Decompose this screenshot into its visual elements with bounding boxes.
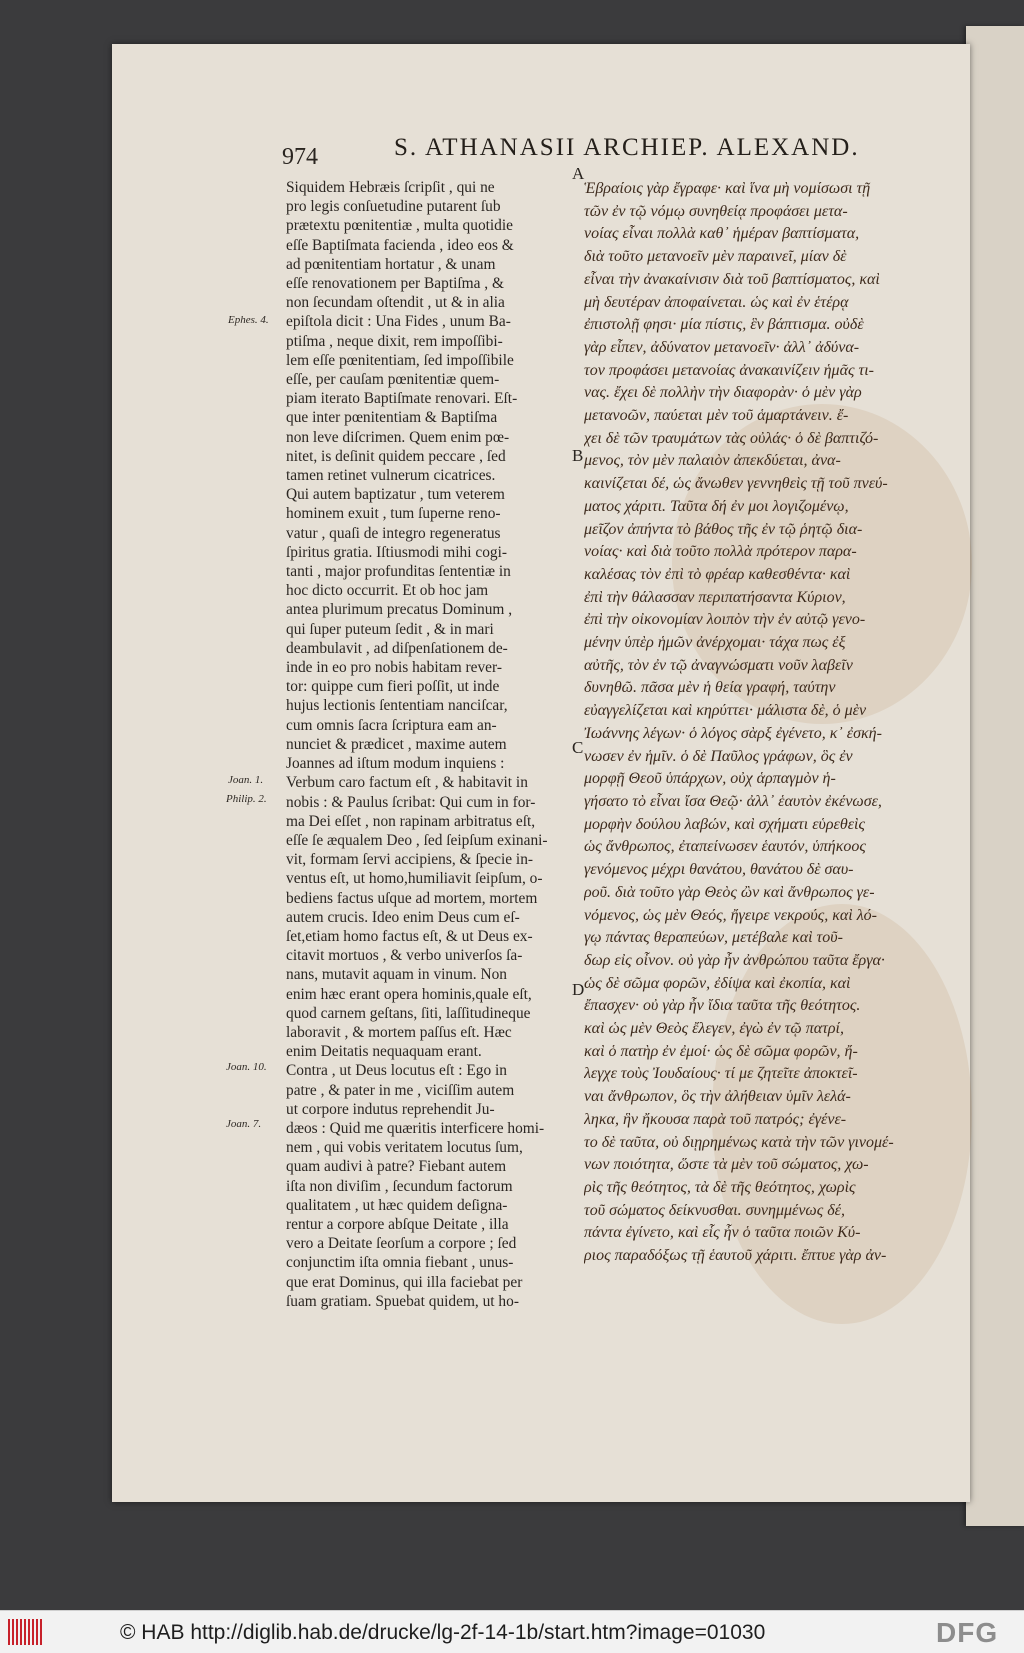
greek-text-line: ριος παραδόξως τῇ ἑαυτοῦ χάριτι. ἔπτυε γὰρ ἀν- [584, 1247, 887, 1265]
greek-text-line: αὐτῆς, τὸν ἐν τῷ ἀναγνώσματι νοῦν λαβεῖν [584, 656, 853, 674]
greek-text-line: Ἑβραίοις γὰρ ἔγραφε· καὶ ἵνα μὴ νομίσωσι τῇ [584, 180, 871, 197]
latin-text-line: hominem exuit , tum ſuperne reno- [286, 505, 501, 523]
latin-text-line: eſſe, per cauſam pœnitentiæ quem- [286, 371, 500, 389]
greek-text-line: μενος, τὸν μὲν παλαιὸν ἀπεκδύεται, ἀνα- [584, 452, 841, 470]
greek-text-line: τῶν ἐν τῷ νόμῳ συνηθείᾳ προφάσει μετα- [584, 202, 848, 220]
greek-text-line: ναι ἄνθρωπον, ὃς τὴν ἀλήθειαν ὑμῖν λελά- [584, 1088, 851, 1106]
greek-text-line: εὐαγγελίζεται καὶ κηρύττει· μάλιστα δὲ, ὁ μὲν [584, 702, 867, 720]
footer-bar [0, 1610, 1024, 1653]
page-number: 974 [282, 144, 318, 170]
greek-text-line: πάντα ἐγίνετο, καὶ εἷς ἦν ὁ ταῦτα ποιῶν Κύ- [584, 1224, 861, 1242]
greek-text-line: ἐπὶ τὴν θάλασσαν περιπατήσαντα Κύριον, [584, 588, 846, 606]
greek-text-line: καὶ ὁ πατὴρ ἐν ἐμοί· ὡς δὲ σῶμα φορῶν, ἤ- [584, 1042, 858, 1060]
greek-text-line: δωρ εἰς οἶνον. οὐ γὰρ ἦν ἀνθρώπου ταῦτα ἔργα· [584, 951, 885, 969]
section-letter-b: B [572, 446, 584, 465]
latin-text-line: enim Deitatis nequaquam erant. [286, 1043, 482, 1061]
latin-text-line: nem , qui vobis veritatem locutus ſum, [286, 1139, 523, 1157]
section-letter-c: C [572, 738, 584, 757]
section-letter-d: D [572, 980, 585, 999]
next-page-edge [966, 26, 1024, 1526]
greek-text-line: μορφῇ Θεοῦ ὑπάρχων, οὐχ ἁρπαγμὸν ἡ- [584, 770, 836, 788]
latin-text-line: que inter pœnitentiam & Baptiſma [286, 409, 498, 427]
greek-text-line: ματος χάριτι. Ταῦτα δή ἐν μοι λογιζομένῳ, [584, 497, 849, 515]
running-title: S. ATHANASII ARCHIEP. ALEXAND. [394, 134, 860, 161]
page-header [282, 134, 882, 168]
latin-text-line: Qui autem baptizatur , tum veterem [286, 486, 505, 504]
latin-text-line: non leve diſcrimen. Quem enim pœ- [286, 428, 510, 446]
latin-text-line: vit, formam ſervi accipiens, & ſpecie in- [286, 851, 534, 869]
greek-text-line: ὡς ἄνθρωπος, ἐταπείνωσεν ἑαυτόν, ὑπήκοος [584, 838, 866, 856]
greek-text-line: ἔπασχεν· οὐ γὰρ ἦν ἴδια ταῦτα τῆς θεότητος. [584, 997, 861, 1015]
greek-text-line: ὡς δὲ σῶμα φορῶν, ἐδίψα καὶ ἐκοπία, καὶ [584, 974, 851, 992]
latin-text-line: hoc dicto occurrit. Et ob hoc jam [286, 582, 489, 600]
greek-text-line: γήσατο τὸ εἶναι ἴσα Θεῷ· ἀλλ᾽ ἑαυτὸν ἐκένωσε, [584, 792, 882, 810]
greek-text-line: γὰρ εἶπεν, ἀδύνατον μετανοεῖν· ἀλλ᾽ ἀδύνα- [584, 338, 860, 356]
greek-text-line: λεγχε τοὺς Ἰουδαίους· τί με ζητεῖτε ἀποκτεῖ- [584, 1065, 858, 1083]
credit-link[interactable]: © HAB http://diglib.hab.de/drucke/lg-2f-14-1b/start.htm?image=01030 [120, 1621, 766, 1644]
latin-text-line: prætextu pœnitentiæ , multa quotidie [286, 217, 513, 235]
latin-text-line: ventus eſt, ut homo,humiliavit ſeipſum, o- [286, 870, 543, 888]
greek-text-line: διὰ τοῦτο μετανοεῖν μὲν παραινεῖ, μίαν δὲ [584, 248, 847, 266]
greek-text-line: νων ποιότητα, ὥστε τὰ μὲν τοῦ σώματος, χω- [584, 1156, 869, 1174]
latin-text-line: iſta non diviſim , ſecundum factorum [286, 1177, 513, 1195]
latin-text-line: vatur , quaſi de integro regeneratus [286, 524, 501, 542]
greek-text-line: μεῖζον ἀπήντα τὸ βάθος τῆς ἐν τῷ ῥητῷ δια- [584, 520, 863, 538]
greek-text-line: χει δὲ τῶν τραυμάτων τὰς οὐλάς· ὁ δὲ βαπτιζό- [584, 429, 879, 447]
latin-text-line: hujus lectionis ſententiam nanciſcar, [286, 697, 508, 715]
margin-note: Joan. 1. [228, 774, 264, 786]
greek-text-line: τοῦ σώματος δείκνυσθαι. συνημμένως δέ, [584, 1201, 845, 1219]
latin-text-line: qui ſuper puteum ſedit , & in mari [286, 620, 494, 638]
margin-note: Ephes. 4. [228, 314, 269, 326]
greek-text-line: το δὲ ταῦτα, οὐ διῃρημένως κατὰ τὴν τῶν γινομέ- [584, 1133, 894, 1151]
latin-text-line: eſſe renovationem per Baptiſma , & [286, 275, 504, 293]
greek-text-line: τον προφάσει μετανοίας ἀνακαινίζειν ἡμᾶς τι- [584, 361, 874, 379]
latin-text-line: conjunctim iſta omnia fiebant , unus- [286, 1254, 514, 1272]
greek-text-line: εἶναι τὴν ἀνακαίνισιν διὰ τοῦ βαπτίσματος, καὶ [584, 270, 880, 288]
greek-text-line: μετανοῶν, παύεται μὲν τοῦ ἁμαρτάνειν. ἔ- [584, 407, 849, 425]
latin-text-line: Verbum caro factum eſt , & habitavit in [286, 774, 528, 792]
greek-text-line: νοίας· καὶ διὰ τοῦτο πολλὰ πρότερον παρα- [584, 543, 857, 561]
latin-text-line: laboravit , & mortem paſſus eſt. Hæc [286, 1023, 512, 1041]
greek-text-line: δυνηθῶ. πᾶσα μὲν ἡ θεία γραφή, ταύτην [584, 679, 836, 697]
latin-text-line: ptiſma , neque dixit, rem impoſſibi- [286, 332, 503, 350]
margin-note: Philip. 2. [226, 793, 267, 805]
latin-text-line: nitet, is deſinit quidem peccare , ſed [286, 447, 506, 465]
latin-text-line: nans, mutavit aquam in vinum. Non [286, 966, 507, 984]
greek-text-line: καινίζεται δέ, ὡς ἄνωθεν γεννηθεὶς τῇ τοῦ πνεύ- [584, 475, 888, 493]
latin-text-line: antea plurimum precatus Dominum , [286, 601, 513, 619]
greek-text-line: ρὶς τῆς θεότητος, τὰ δὲ τῆς θεότητος, χωρὶς [584, 1178, 856, 1196]
greek-text-column [584, 178, 940, 1268]
dfg-logo: DFG [936, 1617, 999, 1648]
latin-text-line: Siquidem Hebræis ſcripſit , qui ne [286, 179, 495, 196]
latin-text-line: cum omnis ſacra ſcriptura eam an- [286, 716, 497, 734]
latin-text-line: ad pœnitentiam hortatur , & unam [286, 255, 496, 273]
latin-text-line: autem crucis. Ideo enim Deus cum eſ- [286, 908, 520, 926]
latin-text-line: qualitatem , ut hæc quidem deſigna- [286, 1196, 508, 1214]
latin-text-line: quam audivi à patre? Fiebant autem [286, 1158, 507, 1176]
greek-text-line: νοίας εἶναι πολλὰ καθ᾽ ἡμέραν βαπτίσματα, [584, 225, 860, 243]
greek-text-line: μορφὴν δούλου λαβών, καὶ σχήματι εὑρεθεὶς [584, 815, 865, 833]
latin-text-line: vero a Deitate ſeorſum a corpore ; ſed [286, 1235, 517, 1253]
latin-text-line: pro legis conſuetudine putarent ſub [286, 198, 501, 216]
latin-text-line: ſpiritus gratia. Iſtiusmodi mihi cogi- [286, 543, 507, 561]
greek-text-line: νας. ἔχει δὲ πολλὴν τὴν διαφορὰν· ὁ μὲν γὰρ [584, 384, 862, 402]
greek-text-line: μένην ὑπὲρ ἡμῶν ἀνέρχομαι· τάχα πως ἐξ [584, 634, 846, 652]
latin-text-line: eſſe ſe æqualem Deo , ſed ſeipſum exinani- [286, 831, 548, 849]
greek-text-line: γενόμενος μέχρι θανάτου, θανάτου δὲ σαυ- [584, 861, 854, 879]
greek-text-line: ἐπιστολῇ φησι· μία πίστις, ἓν βάπτισμα. οὐδὲ [584, 316, 864, 334]
latin-text-line: inde in eo pro nobis habitam rever- [286, 659, 502, 677]
latin-text-line: tamen retinet vulnerum cicatrices. [286, 467, 496, 485]
latin-text-line: nunciet & prædicet , maxime autem [286, 735, 507, 753]
latin-text-line: bediens factus uſque ad mortem, mortem [286, 889, 538, 907]
greek-text-line: ροῦ. διὰ τοῦτο γὰρ Θεὸς ὢν καὶ ἄνθρωπος γε- [584, 883, 875, 901]
hab-barcode-icon [8, 1619, 44, 1645]
margin-note: Joan. 10. [226, 1061, 267, 1073]
greek-text-line: καλέσας τὸν ἐπὶ τὸ φρέαρ καθεσθέντα· καὶ [584, 565, 851, 583]
latin-text-line: citavit mortuos , & verbo univerſos ſa- [286, 947, 523, 965]
latin-text-line: piam iterato Baptiſmate renovari. Eſt- [286, 390, 518, 408]
latin-text-line: ſuam gratiam. Spuebat quidem, ut ho- [286, 1292, 519, 1310]
latin-text-line: que erat Dominus, qui illa faciebat per [286, 1273, 523, 1291]
latin-text-line: Joannes ad iſtum modum inquiens : [286, 755, 505, 773]
greek-text-line: γῳ πάντας θεραπεύων, μετέβαλε καὶ τοῦ- [584, 929, 843, 947]
greek-text-line: Ἰωάννης λέγων· ὁ λόγος σὰρξ ἐγένετο, κ᾽ ἐσκή- [584, 724, 882, 742]
greek-text-line: νωσεν ἐν ἡμῖν. ὁ δὲ Παῦλος γράφων, ὃς ἐν [584, 747, 853, 765]
latin-text-line: dæos : Quid me quæritis interficere homi- [286, 1119, 545, 1137]
latin-text-line: quod carnem geſtans, ſiti, laſſitudineque [286, 1004, 531, 1022]
greek-text-line: ἐπὶ τὴν οἰκονομίαν λοιπὸν τὴν ἐν αὐτῷ γενο- [584, 611, 866, 629]
latin-text-line: nobis : & Paulus ſcribat: Qui cum in for- [286, 793, 536, 811]
latin-text-line: rentur a corpore abſque Deitate , illa [286, 1215, 509, 1233]
greek-text-line: καὶ ὡς μὲν Θεὸς ἔλεγεν, ἐγὼ ἐν τῷ πατρί, [584, 1020, 844, 1038]
latin-text-line: patre , & pater in me , viciſſim autem [286, 1081, 515, 1099]
latin-text-column [286, 178, 570, 1311]
latin-text-line: enim hæc erant opera hominis,quale eſt, [286, 985, 532, 1003]
greek-text-line: ληκα, ἣν ἤκουσα παρὰ τοῦ πατρός; ἐγένε- [584, 1110, 847, 1128]
latin-text-line: deambulavit , ad diſpenſationem de- [286, 639, 508, 657]
latin-text-line: ma Dei eſſet , non rapinam arbitratus eſt, [286, 812, 536, 830]
greek-text-line: νόμενος, ὡς μὲν Θεός, ἤγειρε νεκρούς, καὶ λό- [584, 906, 877, 924]
latin-text-line: eſſe Baptiſmata facienda , ideo eos & [286, 236, 514, 254]
latin-text-line: Contra , ut Deus locutus eſt : Ego in [286, 1062, 507, 1080]
latin-text-line: lem eſſe pœnitentiam, ſed impoſſibile [286, 351, 514, 369]
latin-text-line: epiſtola dicit : Una Fides , unum Ba- [286, 313, 511, 331]
latin-text-line: ſet,etiam homo factus eſt, & ut Deus ex- [286, 927, 533, 945]
latin-text-line: tanti , major profunditas ſententiæ in [286, 563, 511, 581]
latin-text-line: non ſecundam oſtendit , ut & in alia [286, 294, 505, 312]
latin-text-line: tor: quippe cum fieri poſſit, ut inde [286, 678, 500, 696]
latin-text-line: ut corpore indutus reprehendit Ju- [286, 1100, 495, 1118]
section-letter-a: A [572, 164, 585, 183]
margin-note: Joan. 7. [226, 1118, 262, 1130]
greek-text-line: μὴ δευτέραν ἀποφαίνεται. ὡς καὶ ἐν ἑτέρᾳ [584, 293, 849, 311]
